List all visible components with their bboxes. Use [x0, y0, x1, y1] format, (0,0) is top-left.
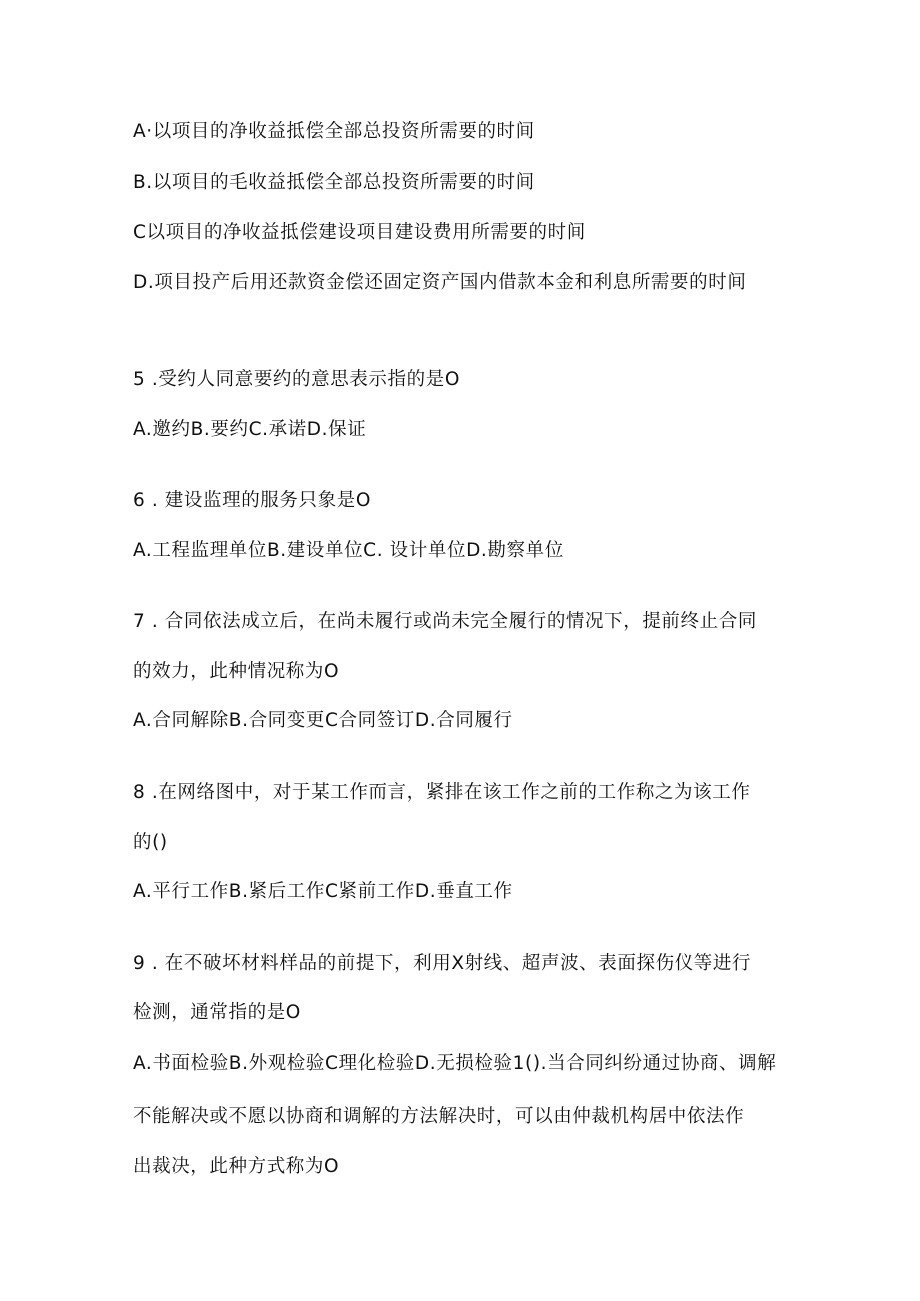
- q4-option-a: A·以项目的净收益抵偿全部总投资所需要的时间: [133, 121, 535, 142]
- q6-question: 6 . 建设监理的服务只象是O: [133, 490, 371, 511]
- q9-question-line-2: 检测，通常指的是O: [133, 1002, 301, 1023]
- q7-question-line-2: 的效力，此种情况称为O: [133, 661, 340, 682]
- q4-option-d: D.项目投产后用还款资金偿还固定资产国内借款本金和利息所需要的时间: [133, 272, 747, 293]
- q7-options: A.合同解除B.合同变更C合同签订D.合同履行: [133, 710, 513, 731]
- q9-question-line-1: 9 . 在不破坏材料样品的前提下，利用X射线、超声波、表面探伤仪等进行: [133, 953, 752, 974]
- q5-question: 5 .受约人同意要约的意思表示指的是O: [133, 369, 460, 390]
- q5-options: A.邀约B.要约C.承诺D.保证: [133, 419, 367, 440]
- q4-option-b: B.以项目的毛收益抵偿全部总投资所需要的时间: [133, 172, 535, 193]
- q8-options: A.平行工作B.紧后工作C紧前工作D.垂直工作: [133, 881, 513, 902]
- q7-question-line-1: 7 . 合同依法成立后，在尚未履行或尚未完全履行的情况下，提前终止合同: [133, 611, 757, 632]
- q9-options-q10-start: A.书面检验B.外观检验C理化检验D.无损检验1().当合同纠纷通过协商、调解: [133, 1053, 777, 1074]
- q4-option-c: C以项目的净收益抵偿建设项目建设费用所需要的时间: [133, 222, 586, 243]
- q8-question-line-1: 8 .在网络图中，对于某工作而言，紧排在该工作之前的工作称之为该工作: [133, 782, 751, 803]
- q10-question-line-3: 出裁决，此种方式称为O: [133, 1156, 340, 1177]
- q10-question-line-2: 不能解决或不愿以协商和调解的方法解决时，可以由仲裁机构居中依法作: [133, 1106, 745, 1127]
- q8-question-line-2: 的(): [133, 832, 168, 853]
- q6-options: A.工程监理单位B.建设单位C. 设计单位D.勘察单位: [133, 540, 564, 561]
